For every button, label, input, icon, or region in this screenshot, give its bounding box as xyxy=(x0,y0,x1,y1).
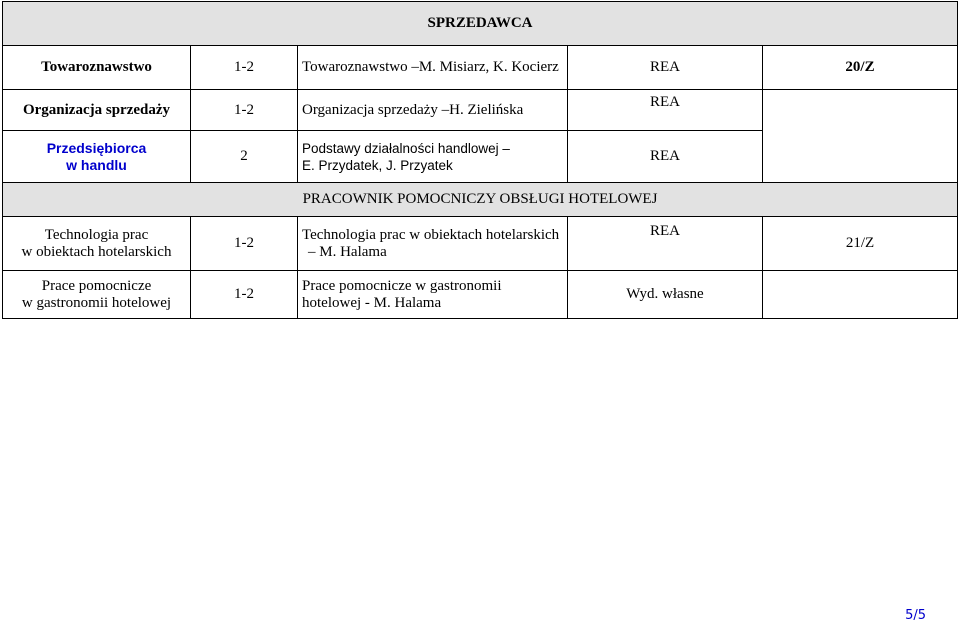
subject-line: w gastronomii hotelowej xyxy=(21,294,172,311)
textbook-cell xyxy=(298,131,568,183)
subject-cell: Towaroznawstwo xyxy=(3,46,191,90)
level-cell: 1-2 xyxy=(191,46,298,90)
textbook-line: – M. Halama xyxy=(308,243,387,260)
level-cell: 1-2 xyxy=(191,90,298,131)
textbook-line: Technologia prac w obiektach hotelarskich xyxy=(302,226,560,243)
publisher-cell: Wyd. własne xyxy=(568,271,763,319)
approval-cell-empty xyxy=(763,271,958,319)
approval-cell-empty xyxy=(763,90,958,183)
subject-line: w handlu xyxy=(66,156,127,173)
level-cell: 1-2 xyxy=(191,217,298,271)
textbook-line: Prace pomocnicze w gastronomii xyxy=(302,277,502,294)
textbook-line: E. Przydatek, J. Przyatek xyxy=(302,157,453,173)
subject-line: Technologia prac xyxy=(44,226,149,243)
page-number: 5/5 xyxy=(905,608,926,623)
approval-cell: 21/Z xyxy=(763,217,958,271)
textbook-line: Podstawy działalności handlowej – xyxy=(302,140,510,156)
textbook-line: hotelowej - M. Halama xyxy=(302,294,442,311)
level-cell: 1-2 xyxy=(191,271,298,319)
subject-cell xyxy=(3,271,191,319)
textbook-cell: Towaroznawstwo –M. Misiarz, K. Kocierz xyxy=(298,46,568,90)
publisher-cell: REA xyxy=(568,131,763,183)
table-row xyxy=(3,271,958,319)
textbook-cell xyxy=(298,217,568,271)
level-cell: 2 xyxy=(191,131,298,183)
section-header-row xyxy=(3,2,958,46)
section-title: PRACOWNIK POMOCNICZY OBSŁUGI HOTELOWEJ xyxy=(3,183,958,217)
subject-line: Prace pomocnicze xyxy=(41,277,152,294)
subject-line: w obiektach hotelarskich xyxy=(21,243,172,260)
subject-cell xyxy=(3,217,191,271)
table-row xyxy=(3,90,958,131)
subject-line: Przedsiębiorca xyxy=(46,139,147,156)
subject-cell xyxy=(3,131,191,183)
section-title: SPRZEDAWCA xyxy=(3,2,958,46)
table-row xyxy=(3,46,958,90)
textbook-table xyxy=(2,1,958,319)
publisher-cell: REA xyxy=(568,217,763,271)
table-row xyxy=(3,217,958,271)
textbook-cell: Organizacja sprzedaży –H. Zielińska xyxy=(298,90,568,131)
section-header-row xyxy=(3,183,958,217)
textbook-cell xyxy=(298,271,568,319)
subject-cell: Organizacja sprzedaży xyxy=(3,90,191,131)
publisher-cell: REA xyxy=(568,90,763,131)
publisher-cell: REA xyxy=(568,46,763,90)
approval-cell: 20/Z xyxy=(763,46,958,90)
